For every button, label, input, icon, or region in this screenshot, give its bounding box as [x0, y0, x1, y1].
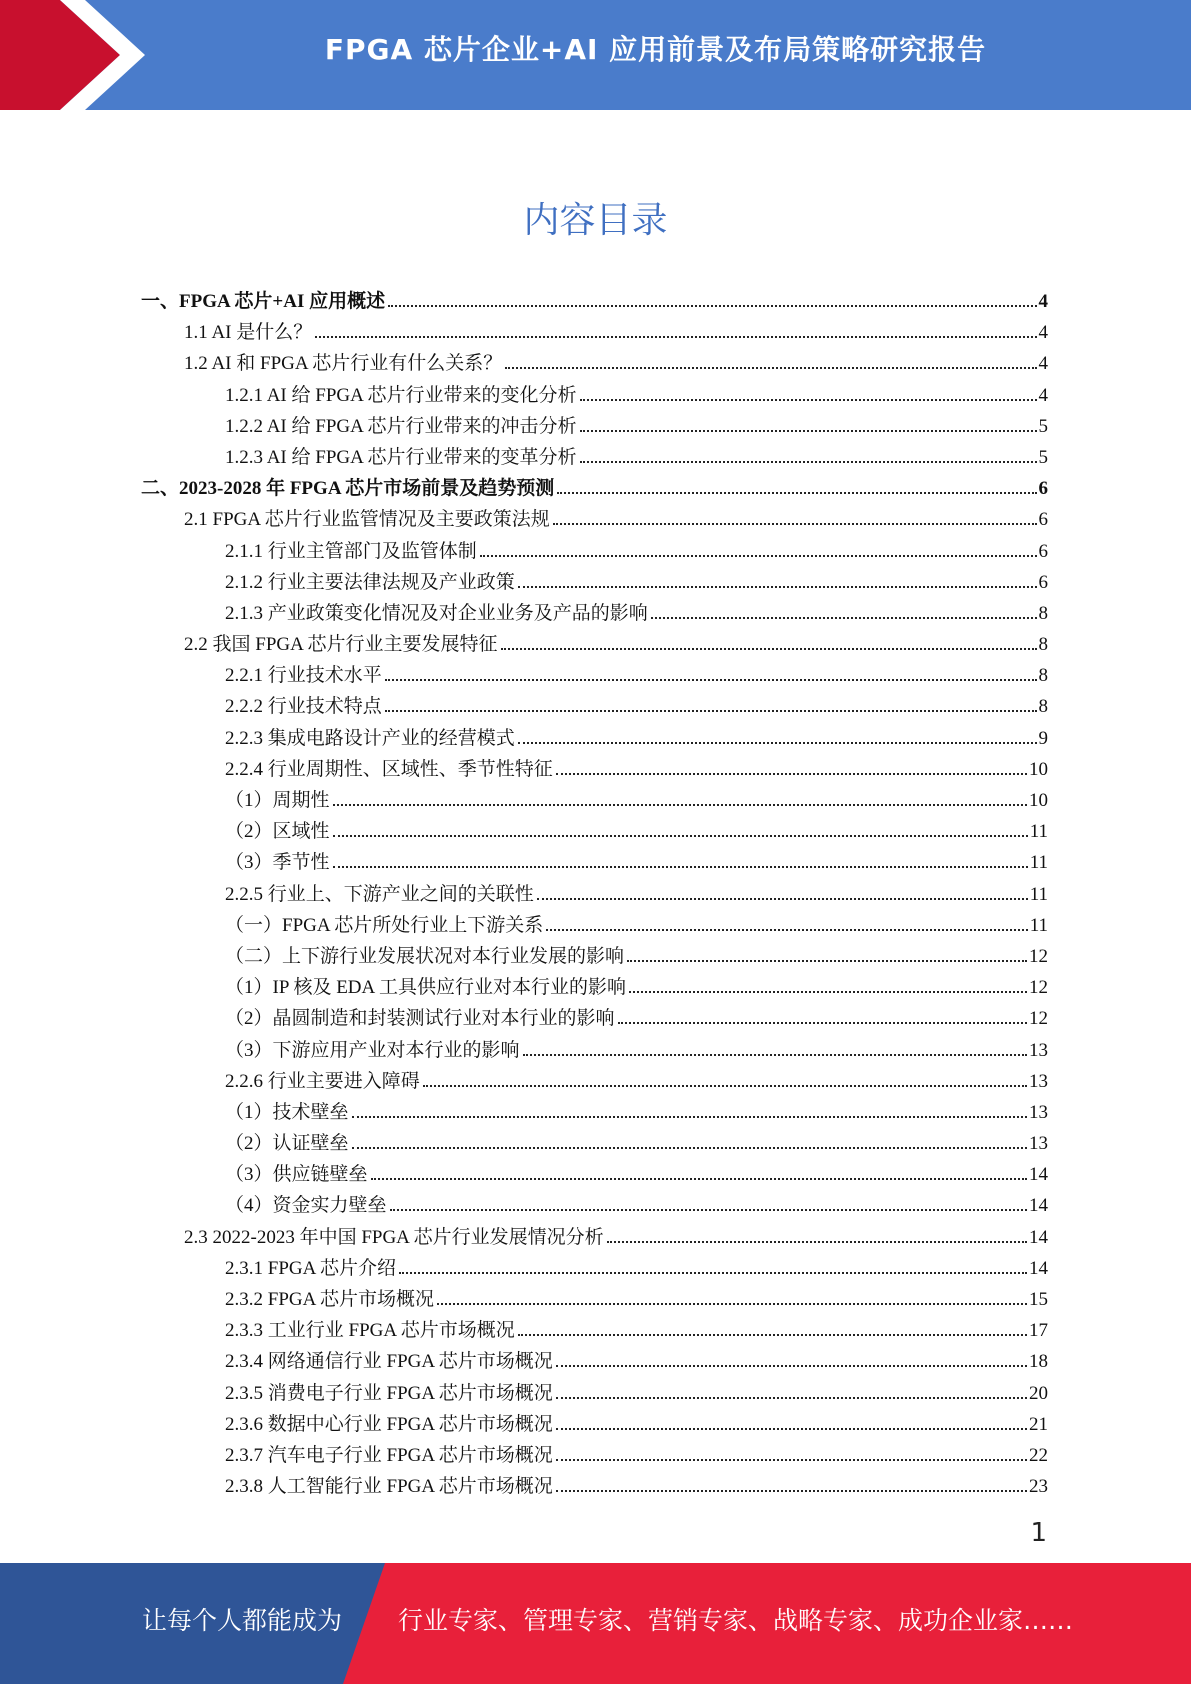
toc-entry[interactable]: [141, 1222, 1048, 1253]
toc-dot-leader: [556, 1427, 1027, 1430]
toc-entry-text: 2.3.1 FPGA 芯片介绍: [225, 1257, 397, 1279]
page-header: [0, 0, 1191, 110]
toc-entry-page: 5: [1038, 446, 1048, 468]
toc-dot-leader: [399, 1271, 1027, 1274]
toc-entry[interactable]: [141, 629, 1048, 660]
page-title: 内容目录: [523, 200, 668, 241]
footer-slogan-right: 行业专家、管理专家、营销专家、战略专家、成功企业家……: [398, 1606, 1074, 1635]
toc-entry-page: 13: [1029, 1070, 1048, 1092]
toc-entry-text: （2）认证壁垒: [225, 1133, 349, 1155]
toc-dot-leader: [333, 803, 1027, 806]
toc-entry-page: 10: [1029, 790, 1048, 811]
toc-entry-page: 20: [1029, 1382, 1048, 1404]
toc-entry-text: 1.2.2 AI 给 FPGA 芯片行业带来的冲击分析: [225, 415, 577, 437]
toc-dot-leader: [557, 491, 1036, 494]
toc-entry-page: 22: [1029, 1444, 1048, 1466]
toc-dot-leader: [556, 772, 1027, 775]
toc-entry[interactable]: [141, 723, 1048, 754]
toc-entry-text: 2.2.6 行业主要进入障碍: [225, 1070, 420, 1092]
toc-entry[interactable]: [141, 879, 1048, 910]
toc-entry-page: 11: [1029, 883, 1048, 905]
toc-entry-page: 13: [1029, 1039, 1048, 1061]
toc-entry-text: 2.2.1 行业技术水平: [225, 665, 382, 687]
toc-entry[interactable]: [141, 1471, 1048, 1502]
toc-entry-page: 12: [1029, 1008, 1048, 1030]
toc-entry-text: 2.3.3 工业行业 FPGA 芯片市场概况: [225, 1320, 515, 1342]
toc-entry[interactable]: [141, 286, 1048, 317]
page-number: 1: [1030, 1518, 1047, 1548]
toc-entry[interactable]: [141, 941, 1048, 972]
toc-dot-leader: [333, 834, 1028, 837]
toc-dot-leader: [388, 304, 1036, 307]
toc-entry[interactable]: [141, 1066, 1048, 1097]
toc-entry-text: （3）下游应用产业对本行业的影响: [225, 1039, 520, 1061]
toc-entry-page: 18: [1029, 1351, 1048, 1373]
toc-entry-text: 1.2.1 AI 给 FPGA 芯片行业带来的变化分析: [225, 384, 577, 406]
toc-entry-text: 2.2.2 行业技术特点: [225, 696, 382, 718]
toc-entry-text: （二）上下游行业发展状况对本行业发展的影响: [225, 945, 625, 967]
toc-entry-page: 8: [1038, 602, 1048, 624]
toc-dot-leader: [390, 1208, 1027, 1211]
toc-entry[interactable]: [141, 1035, 1048, 1066]
toc-dot-leader: [423, 1084, 1027, 1087]
toc-entry[interactable]: [141, 1378, 1048, 1409]
toc-dot-leader: [537, 897, 1028, 900]
toc-dot-leader: [629, 990, 1027, 993]
toc-entry-page: 12: [1029, 977, 1048, 999]
toc-entry[interactable]: [141, 567, 1048, 598]
toc-dot-leader: [480, 554, 1037, 557]
toc-entry[interactable]: [141, 1003, 1048, 1034]
toc-dot-leader: [437, 1302, 1027, 1305]
toc-dot-leader: [580, 460, 1037, 463]
toc-entry[interactable]: [141, 1284, 1048, 1315]
toc-entry-text: 2.3.7 汽车电子行业 FPGA 芯片市场概况: [225, 1444, 553, 1466]
toc-entry[interactable]: [141, 1409, 1048, 1440]
toc-entry-text: 2.2.3 集成电路设计产业的经营模式: [225, 727, 515, 749]
toc-entry-text: 2.2 我国 FPGA 芯片行业主要发展特征: [184, 634, 498, 656]
toc-entry-text: 二、2023-2028 年 FPGA 芯片市场前景及趋势预测: [141, 478, 555, 500]
toc-entry-page: 11: [1029, 821, 1048, 843]
toc-entry-page: 17: [1029, 1320, 1048, 1342]
toc-dot-leader: [523, 1053, 1027, 1056]
toc-entry-page: 10: [1029, 758, 1048, 780]
toc-entry-page: 4: [1038, 384, 1048, 406]
toc-entry-text: 2.3.4 网络通信行业 FPGA 芯片市场概况: [225, 1351, 553, 1373]
toc-dot-leader: [607, 1240, 1027, 1243]
toc-entry[interactable]: [141, 1097, 1048, 1128]
toc-dot-leader: [352, 1146, 1027, 1149]
toc-entry[interactable]: [141, 785, 1048, 816]
toc-entry-page: 11: [1029, 852, 1048, 874]
toc-entry-page: 12: [1029, 945, 1048, 967]
toc-entry[interactable]: [141, 1190, 1048, 1221]
toc-entry-page: 8: [1038, 634, 1048, 656]
toc-entry[interactable]: [141, 504, 1048, 535]
toc-entry-text: （4）资金实力壁垒: [225, 1195, 387, 1217]
toc-entry-page: 5: [1038, 415, 1048, 437]
toc-entry-page: 14: [1029, 1257, 1048, 1279]
toc-entry-page: 8: [1038, 696, 1048, 718]
toc-entry[interactable]: [141, 380, 1048, 411]
toc-entry-text: 2.1.2 行业主要法律法规及产业政策: [225, 571, 515, 593]
toc-entry-page: 13: [1029, 1133, 1048, 1155]
toc-entry-text: （一）FPGA 芯片所处行业上下游关系: [225, 914, 544, 936]
toc-entry-text: 一、FPGA 芯片+AI 应用概述: [141, 291, 386, 312]
toc-entry-text: 2.3.8 人工智能行业 FPGA 芯片市场概况: [225, 1476, 553, 1498]
toc-dot-leader: [518, 741, 1037, 744]
toc-entry[interactable]: [141, 317, 1048, 348]
toc-dot-leader: [501, 647, 1037, 650]
toc-entry-page: 9: [1038, 727, 1048, 749]
toc-entry[interactable]: [141, 816, 1048, 847]
toc-entry[interactable]: [141, 1315, 1048, 1346]
toc-entry-page: 4: [1038, 322, 1048, 344]
toc-dot-leader: [556, 1396, 1027, 1399]
table-of-contents: [141, 286, 1048, 1502]
toc-dot-leader: [505, 366, 1036, 369]
toc-dot-leader: [651, 616, 1037, 619]
toc-dot-leader: [518, 585, 1037, 588]
toc-entry-page: 6: [1038, 571, 1048, 593]
toc-entry-text: 2.1 FPGA 芯片行业监管情况及主要政策法规: [184, 509, 550, 531]
toc-entry-text: 1.2 AI 和 FPGA 芯片行业有什么关系？: [184, 353, 503, 375]
toc-entry-text: 2.3.5 消费电子行业 FPGA 芯片市场概况: [225, 1382, 553, 1404]
toc-entry[interactable]: [141, 1440, 1048, 1471]
footer-slogan-left: 让每个人都能成为: [142, 1606, 343, 1635]
toc-dot-leader: [371, 1177, 1027, 1180]
toc-entry[interactable]: [141, 691, 1048, 722]
toc-entry[interactable]: [141, 1346, 1048, 1377]
toc-entry-text: （1）IP 核及 EDA 工具供应行业对本行业的影响: [225, 977, 626, 999]
toc-entry[interactable]: [141, 910, 1048, 941]
toc-entry-page: 4: [1038, 353, 1048, 375]
toc-entry[interactable]: [141, 348, 1048, 379]
toc-entry-text: （3）季节性: [225, 852, 330, 874]
toc-entry[interactable]: [141, 1159, 1048, 1190]
toc-entry-text: 2.3 2022-2023 年中国 FPGA 芯片行业发展情况分析: [184, 1226, 604, 1248]
toc-entry[interactable]: [141, 754, 1048, 785]
toc-entry[interactable]: [141, 473, 1048, 504]
toc-entry-page: 15: [1029, 1289, 1048, 1310]
toc-entry[interactable]: [141, 536, 1048, 567]
toc-dot-leader: [556, 1458, 1027, 1461]
toc-entry[interactable]: [141, 847, 1048, 878]
toc-dot-leader: [385, 678, 1037, 681]
toc-entry[interactable]: [141, 1253, 1048, 1284]
toc-entry[interactable]: [141, 1128, 1048, 1159]
toc-entry[interactable]: [141, 972, 1048, 1003]
toc-entry-page: 14: [1029, 1195, 1048, 1217]
header-title: FPGA 芯片企业+AI 应用前景及布局策略研究报告: [324, 33, 987, 66]
toc-entry-text: （3）供应链壁垒: [225, 1164, 368, 1186]
toc-entry-text: 2.3.6 数据中心行业 FPGA 芯片市场概况: [225, 1413, 553, 1435]
toc-entry-page: 6: [1038, 478, 1048, 500]
toc-entry-page: 14: [1029, 1226, 1048, 1248]
page-footer: [0, 1563, 1191, 1684]
toc-dot-leader: [352, 1115, 1027, 1118]
toc-dot-leader: [627, 959, 1027, 962]
toc-dot-leader: [518, 1333, 1027, 1336]
toc-dot-leader: [546, 928, 1027, 931]
toc-entry-page: 23: [1029, 1476, 1048, 1498]
toc-dot-leader: [580, 398, 1037, 401]
toc-entry-page: 11: [1029, 914, 1048, 936]
toc-entry-page: 6: [1038, 509, 1048, 531]
toc-entry-page: 13: [1029, 1101, 1048, 1123]
toc-entry-text: 2.2.4 行业周期性、区域性、季节性特征: [225, 758, 553, 780]
toc-entry-text: 2.3.2 FPGA 芯片市场概况: [225, 1289, 435, 1310]
toc-dot-leader: [618, 1021, 1027, 1024]
toc-entry-page: 14: [1029, 1164, 1048, 1186]
toc-entry[interactable]: [141, 598, 1048, 629]
toc-entry-text: 1.1 AI 是什么？: [184, 322, 313, 344]
toc-dot-leader: [556, 1364, 1027, 1367]
toc-entry[interactable]: [141, 411, 1048, 442]
toc-dot-leader: [385, 709, 1037, 712]
toc-entry-text: 1.2.3 AI 给 FPGA 芯片行业带来的变革分析: [225, 446, 577, 468]
toc-dot-leader: [315, 335, 1036, 338]
toc-entry-text: 2.1.1 行业主管部门及监管体制: [225, 540, 477, 562]
toc-dot-leader: [556, 1489, 1027, 1492]
toc-entry[interactable]: [141, 442, 1048, 473]
toc-entry-text: （1）周期性: [225, 790, 330, 811]
toc-entry-page: 4: [1038, 291, 1048, 312]
toc-dot-leader: [333, 865, 1028, 868]
toc-dot-leader: [553, 522, 1037, 525]
toc-entry-page: 21: [1029, 1413, 1048, 1435]
toc-dot-leader: [580, 429, 1037, 432]
toc-entry-text: （2）晶圆制造和封装测试行业对本行业的影响: [225, 1008, 615, 1030]
toc-entry[interactable]: [141, 660, 1048, 691]
toc-entry-page: 6: [1038, 540, 1048, 562]
toc-entry-text: （2）区域性: [225, 821, 330, 843]
toc-entry-page: 8: [1038, 665, 1048, 687]
toc-entry-text: （1）技术壁垒: [225, 1101, 349, 1123]
toc-entry-text: 2.2.5 行业上、下游产业之间的关联性: [225, 883, 534, 905]
toc-entry-text: 2.1.3 产业政策变化情况及对企业业务及产品的影响: [225, 602, 648, 624]
